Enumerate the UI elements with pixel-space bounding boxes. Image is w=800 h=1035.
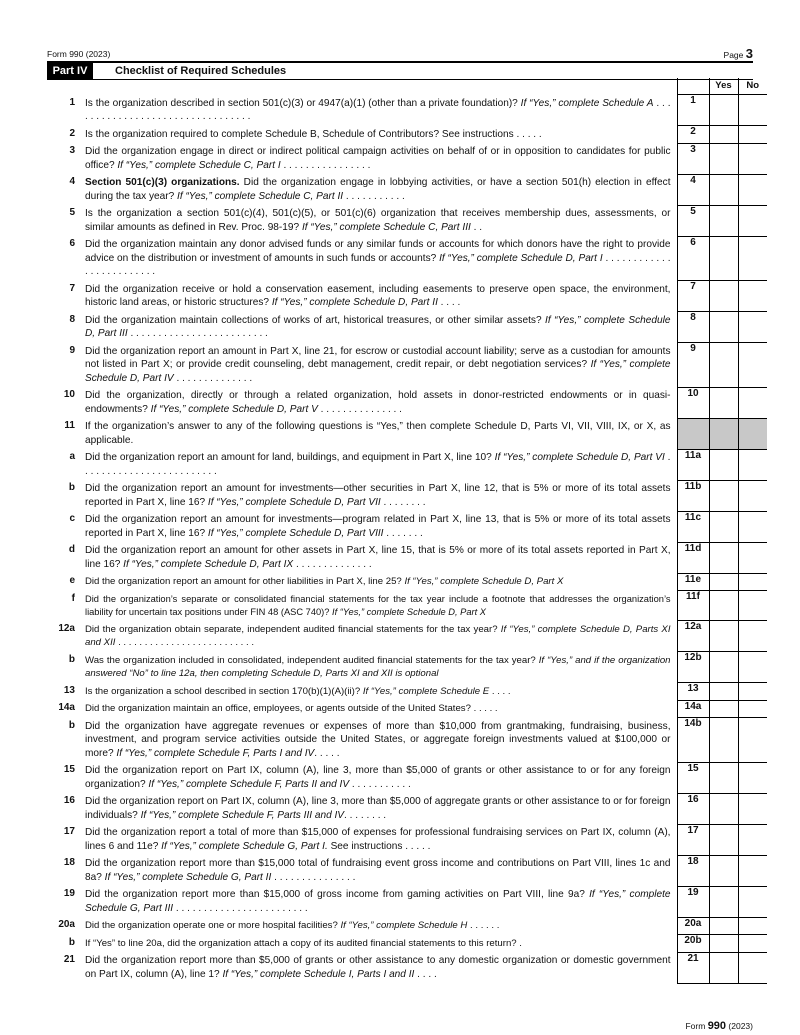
table-row — [47, 174, 767, 205]
line-number: 4 — [69, 176, 75, 187]
yes-answer-cell[interactable] — [709, 683, 738, 701]
no-answer-cell[interactable] — [738, 143, 767, 174]
yes-answer-cell[interactable] — [709, 935, 738, 953]
line-code: 9 — [677, 343, 709, 388]
no-answer-cell[interactable] — [738, 793, 767, 824]
table-row — [47, 480, 767, 511]
no-answer-cell[interactable] — [738, 174, 767, 205]
no-answer-cell[interactable] — [738, 621, 767, 652]
no-answer-cell[interactable] — [738, 511, 767, 542]
table-row — [47, 573, 767, 591]
question-text: Did the organization report an amount for land, buildings, and equipment in Part X, line 10? If “Yes,” complete Schedule D, Part VI . . . . . . . . . . . . . . . . . . . . . . . . . — [85, 452, 671, 477]
no-answer-cell[interactable] — [738, 683, 767, 701]
table-row — [47, 855, 767, 886]
line-number: 15 — [63, 764, 75, 775]
question-text: Did the organization maintain an office, employees, or agents outside of the United States? . . . . . — [85, 703, 498, 714]
table-row — [47, 652, 767, 683]
table-row — [47, 762, 767, 793]
line-code: 11f — [677, 591, 709, 621]
line-code: 20a — [677, 917, 709, 935]
line-number: 8 — [69, 313, 75, 325]
line-code: 7 — [677, 281, 709, 312]
page-number-value: 3 — [745, 46, 753, 61]
table-header-row — [47, 78, 767, 95]
line-code: 16 — [677, 793, 709, 824]
no-answer-cell[interactable] — [738, 718, 767, 763]
no-answer-cell[interactable] — [738, 542, 767, 573]
no-answer-cell[interactable] — [738, 952, 767, 983]
yes-answer-cell[interactable] — [709, 718, 738, 763]
line-code: 4 — [677, 174, 709, 205]
question-text: Did the organization’s separate or consolidated financial statements for the tax year include a footnote that addresses the organization’s liability for uncertain tax positions under FIN 48 (ASC 740)? If “Yes,” complete Schedule D, Part X — [85, 593, 671, 617]
line-number: 16 — [63, 795, 75, 806]
yes-answer-cell[interactable] — [709, 281, 738, 312]
yes-answer-cell[interactable] — [709, 312, 738, 343]
no-answer-cell[interactable] — [738, 387, 767, 418]
yes-answer-cell[interactable] — [709, 387, 738, 418]
question-text: Did the organization report more than $15,000 of gross income from gaming activities on Part VIII, line 9a? If “Yes,” complete Schedule G, Part III . . . . . . . . . . . . . . . . . . . . . . . . — [85, 889, 671, 914]
part-label: Part IV — [47, 63, 93, 79]
yes-answer-cell[interactable] — [709, 511, 738, 542]
table-row — [47, 236, 767, 281]
table-row — [47, 886, 767, 917]
form-id: Form 990 (2023) — [47, 49, 111, 59]
yes-answer-cell[interactable] — [709, 824, 738, 855]
question-text: Did the organization receive or hold a conservation easement, including easements to preserve open space, the environment, historic land areas, or historic structures? If “Yes,” complete Schedule D, Part II . . . . — [85, 283, 671, 308]
question-text: Did the organization report on Part IX, column (A), line 3, more than $5,000 of aggregate grants or other assistance to or for foreign individuals? If “Yes,” complete Schedule F, Parts III and IV. . . . . . . . — [85, 796, 671, 821]
no-answer-cell[interactable] — [738, 480, 767, 511]
table-row — [47, 281, 767, 312]
no-column-header: No — [738, 78, 767, 95]
page-number — [724, 46, 753, 61]
no-answer-cell[interactable] — [738, 652, 767, 683]
table-row — [47, 542, 767, 573]
no-answer-cell[interactable] — [738, 126, 767, 144]
yes-answer-cell[interactable] — [709, 573, 738, 591]
part-title: Checklist of Required Schedules — [115, 65, 287, 77]
line-code: 11b — [677, 480, 709, 511]
line-code: 14b — [677, 718, 709, 763]
question-text: Did the organization report an amount for investments—program related in Part X, line 13, that is 5% or more of its total assets reported in Part X, line 16? If “Yes,” complete Schedule D, Part VIII . . . . . . . — [85, 514, 671, 539]
page-prefix: Page — [723, 50, 744, 60]
question-text: Is the organization described in section 501(c)(3) or 4947(a)(1) (other than a private foundation)? If “Yes,” complete Schedule A . . . . . . . . . . . . . . . . . . . . . . . . . . . . . . . . . — [85, 97, 671, 122]
line-number: f — [71, 592, 75, 604]
question-text: Was the organization included in consolidated, independent audited financial statements for the tax year? If “Yes,” and if the organization answered “No” to line 12a, then completing Schedule D, Parts XI and XII is optional — [85, 654, 671, 679]
no-answer-cell[interactable] — [738, 917, 767, 935]
no-answer-cell[interactable] — [738, 449, 767, 480]
page-header — [47, 44, 753, 60]
question-text: Did the organization maintain any donor advised funds or any similar funds or accounts for which donors have the right to provide advice on the distribution or investment of amounts in such funds or accounts? If “Yes,” complete Schedule D, Part I . . . . . . . . . . . . . . . . . . . . . . . . . — [85, 239, 671, 277]
table-row — [47, 952, 767, 983]
line-code: 12b — [677, 652, 709, 683]
line-code: 5 — [677, 205, 709, 236]
no-answer-cell[interactable] — [738, 205, 767, 236]
line-number: 7 — [69, 282, 75, 294]
yes-answer-cell — [709, 418, 738, 449]
line-number: 1 — [69, 96, 75, 108]
line-number: 3 — [69, 145, 75, 156]
yes-answer-cell[interactable] — [709, 952, 738, 983]
yes-answer-cell[interactable] — [709, 762, 738, 793]
no-answer-cell[interactable] — [738, 236, 767, 281]
question-text: Did the organization engage in direct or indirect political campaign activities on behalf of or in opposition to candidates for public office? If “Yes,” complete Schedule C, Part I . . . . . . . . . . . . . . . . — [85, 146, 671, 171]
line-code: 12a — [677, 621, 709, 652]
footer-year: (2023) — [728, 1021, 753, 1031]
question-text: If “Yes” to line 20a, did the organization attach a copy of its audited financial statements to this return? . — [85, 937, 522, 949]
table-row — [47, 793, 767, 824]
no-answer-cell[interactable] — [738, 591, 767, 621]
question-text: Did the organization report more than $5,000 of grants or other assistance to any domestic organization or domestic government on Part IX, column (A), line 1? If “Yes,” complete Schedule I, Parts I and II . . . . — [85, 955, 671, 980]
table-row — [47, 511, 767, 542]
line-code: 10 — [677, 387, 709, 418]
table-row — [47, 700, 767, 718]
line-number: 17 — [63, 826, 75, 837]
question-text: If the organization’s answer to any of the following questions is “Yes,” then complete Schedule D, Parts VI, VII, VIII, IX, or X, as applicable. — [85, 421, 671, 446]
line-number: d — [68, 544, 75, 555]
line-number: b — [68, 719, 75, 731]
line-number: b — [68, 653, 75, 665]
line-number: e — [69, 575, 75, 586]
question-text: Section 501(c)(3) organizations. Did the organization engage in lobbying activities, or have a section 501(h) election in effect during the tax year? If “Yes,” complete Schedule C, Part II . . . . . . . . . . . — [85, 177, 671, 202]
yes-answer-cell[interactable] — [709, 652, 738, 683]
no-answer-cell[interactable] — [738, 343, 767, 388]
question-text: Did the organization report an amount for other liabilities in Part X, line 25? If “Yes,” complete Schedule D, Part X — [85, 576, 564, 587]
line-code: 11a — [677, 449, 709, 480]
line-code: 11e — [677, 573, 709, 591]
yes-column-header: Yes — [709, 78, 738, 95]
question-text: Is the organization a section 501(c)(4), 501(c)(5), or 501(c)(6) organization that receives membership dues, assessments, or similar amounts as defined in Rev. Proc. 98-19? If “Yes,” complete Schedule C, Part III . . — [85, 208, 671, 233]
line-code: 15 — [677, 762, 709, 793]
no-answer-cell[interactable] — [738, 312, 767, 343]
line-code: 21 — [677, 952, 709, 983]
table-row — [47, 418, 767, 449]
question-text: Did the organization, directly or through a related organization, hold assets in donor-restricted endowments or in quasi-endowments? If “Yes,” complete Schedule D, Part V . . . . . . . . . . . . . . . — [85, 390, 671, 415]
line-number: 13 — [63, 684, 75, 696]
line-code: 3 — [677, 143, 709, 174]
question-text: Did the organization maintain collections of works of art, historical treasures, or other similar assets? If “Yes,” complete Schedule D, Part III . . . . . . . . . . . . . . . . . . . . . . . . . — [85, 314, 671, 339]
line-number: c — [69, 513, 75, 524]
no-answer-cell[interactable] — [738, 281, 767, 312]
line-code: 2 — [677, 126, 709, 144]
line-number: 10 — [63, 389, 75, 400]
line-number: 14a — [58, 702, 75, 713]
yes-answer-cell[interactable] — [709, 542, 738, 573]
no-answer-cell[interactable] — [738, 935, 767, 953]
line-code: 1 — [677, 95, 709, 126]
question-text: Did the organization report an amount in Part X, line 21, for escrow or custodial account liability; serve as a custodian for amounts not listed in Part X; or provide credit counseling, debt management, credit repair, or debt negotiation services? If “Yes,” complete Schedule D, Part IV . . . . . . . . . . . . . . — [85, 345, 671, 384]
table-row — [47, 387, 767, 418]
line-number: b — [68, 936, 75, 948]
table-row — [47, 718, 767, 763]
yes-answer-cell[interactable] — [709, 95, 738, 126]
line-number: 21 — [63, 954, 75, 965]
line-number: 11 — [64, 420, 75, 431]
no-answer-cell[interactable] — [738, 573, 767, 591]
line-number: 2 — [69, 127, 75, 139]
line-number: a — [69, 451, 75, 462]
yes-answer-cell[interactable] — [709, 143, 738, 174]
no-answer-cell[interactable] — [738, 762, 767, 793]
question-text: Is the organization required to complete Schedule B, Schedule of Contributors? See instructions . . . . . — [85, 128, 542, 140]
yes-answer-cell[interactable] — [709, 174, 738, 205]
line-code: 6 — [677, 236, 709, 281]
line-number: 19 — [63, 888, 75, 899]
table-row — [47, 683, 767, 701]
line-number: 9 — [69, 344, 75, 356]
yes-answer-cell[interactable] — [709, 700, 738, 718]
question-text: Did the organization report a total of more than $15,000 of expenses for professional fundraising services on Part IX, column (A), lines 6 and 11e? If “Yes,” complete Schedule G, Part I. See instructions . . . . . — [85, 827, 671, 852]
line-code: 18 — [677, 855, 709, 886]
line-number: 12a — [58, 622, 75, 634]
yes-answer-cell[interactable] — [709, 886, 738, 917]
question-text: Did the organization report on Part IX, column (A), line 3, more than $5,000 of grants or other assistance to or for any foreign organization? If “Yes,” complete Schedule F, Parts II and IV . . . . . . . . . . . — [85, 765, 671, 790]
question-text: Did the organization report an amount for other assets in Part X, line 15, that is 5% or more of its total assets reported in Part X, line 16? If “Yes,” complete Schedule D, Part IX . . . . . . . . . . . . . . — [85, 545, 671, 570]
question-text: Did the organization report more than $15,000 total of fundraising event gross income and contributions on Part VIII, lines 1c and 8a? If “Yes,” complete Schedule G, Part II . . . . . . . . . . . . . . . — [85, 858, 671, 883]
table-row — [47, 126, 767, 144]
yes-answer-cell[interactable] — [709, 917, 738, 935]
line-code: 11d — [677, 542, 709, 573]
no-answer-cell[interactable] — [738, 95, 767, 126]
yes-answer-cell[interactable] — [709, 449, 738, 480]
line-code: 13 — [677, 683, 709, 701]
line-code: 11c — [677, 511, 709, 542]
footer-form-number: 990 — [707, 1020, 727, 1032]
question-text: Did the organization operate one or more hospital facilities? If “Yes,” complete Schedule H . . . . . . — [85, 920, 500, 931]
yes-answer-cell[interactable] — [709, 205, 738, 236]
table-row — [47, 449, 767, 480]
no-answer-cell[interactable] — [738, 700, 767, 718]
table-row — [47, 824, 767, 855]
table-row — [47, 95, 767, 126]
yes-answer-cell[interactable] — [709, 621, 738, 652]
line-code: 20b — [677, 935, 709, 953]
table-row — [47, 143, 767, 174]
line-code: 17 — [677, 824, 709, 855]
table-row — [47, 621, 767, 652]
question-text: Did the organization report an amount for investments—other securities in Part X, line 12, that is 5% or more of its total assets reported in Part X, line 16? If “Yes,” complete Schedule D, Part VII . . . . . . . . — [85, 483, 671, 508]
line-number: 5 — [69, 207, 75, 218]
no-answer-cell[interactable] — [738, 855, 767, 886]
line-number: 6 — [69, 238, 75, 249]
table-row — [47, 312, 767, 343]
yes-answer-cell[interactable] — [709, 855, 738, 886]
no-answer-cell[interactable] — [738, 824, 767, 855]
line-code: 8 — [677, 312, 709, 343]
line-code — [677, 418, 709, 449]
page-footer — [685, 1020, 753, 1032]
table-row — [47, 205, 767, 236]
line-code: 14a — [677, 700, 709, 718]
line-number: 18 — [63, 857, 75, 868]
checklist-table — [47, 78, 767, 984]
question-text: Did the organization obtain separate, independent audited financial statements for the tax year? If “Yes,” complete Schedule D, Parts XI and XII . . . . . . . . . . . . . . . . . . . . . . . . . . — [85, 623, 671, 648]
footer-prefix: Form — [685, 1021, 706, 1031]
table-row — [47, 917, 767, 935]
yes-answer-cell[interactable] — [709, 480, 738, 511]
no-answer-cell[interactable] — [738, 886, 767, 917]
yes-answer-cell[interactable] — [709, 343, 738, 388]
line-number: 20a — [58, 919, 75, 930]
yes-answer-cell[interactable] — [709, 793, 738, 824]
question-text: Is the organization a school described in section 170(b)(1)(A)(ii)? If “Yes,” complete Schedule E . . . . — [85, 685, 511, 697]
yes-answer-cell[interactable] — [709, 591, 738, 621]
yes-answer-cell[interactable] — [709, 126, 738, 144]
no-answer-cell — [738, 418, 767, 449]
line-code: 19 — [677, 886, 709, 917]
question-text: Did the organization have aggregate revenues or expenses of more than $10,000 from grantmaking, fundraising, business, investment, and program service activities outside the United States, or aggregate foreign investments valued at $100,000 or more? If “Yes,” complete Schedule F, Parts I and IV. . . . . — [85, 720, 671, 759]
line-number: b — [68, 482, 75, 493]
table-row — [47, 591, 767, 621]
table-row — [47, 343, 767, 388]
yes-answer-cell[interactable] — [709, 236, 738, 281]
table-row — [47, 935, 767, 953]
